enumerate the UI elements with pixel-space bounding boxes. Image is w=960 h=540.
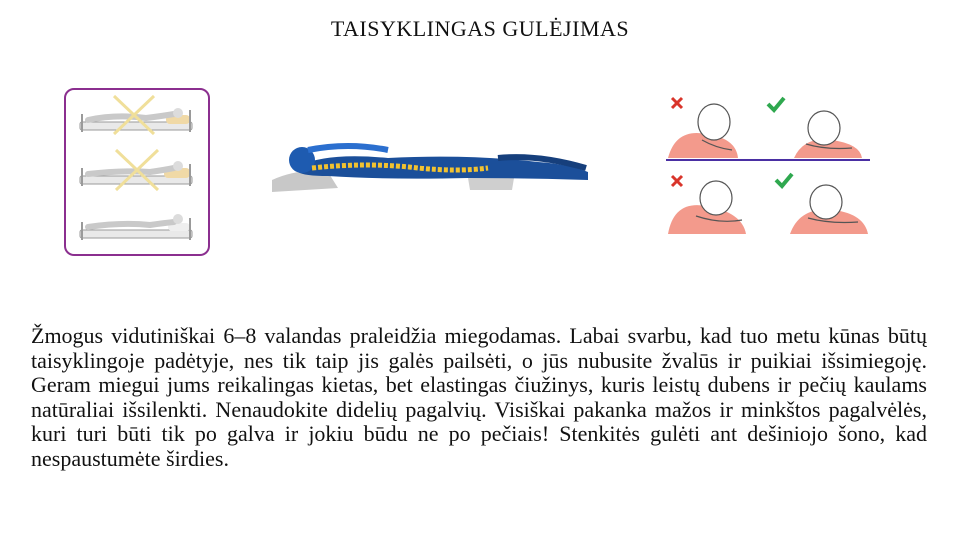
right-check-icon [776,174,792,186]
wrong-cross-icon [672,98,682,108]
wrong-cross-icon [672,176,682,186]
sleep-positions-illustration [64,88,210,256]
body-paragraph: Žmogus vidutiniškai 6–8 valandas praleidžia miegodamas. Labai svarbu, kad tuo metu kūnas būtų taisyklingoje padėtyje, nes tik taip jis galės pailsėti, o jūs nubusite žvalūs ir puikiai išsimiegoję. Geram miegui jums reikalingas kietas, bet elastingas čiužinys, kuris leistų dubens ir pečių kaulams natūraliai išsilenkti. Nenaudokite didelių pagalvių. Visiškai pakanka mažos ir minkštos pagalvėlės, kuri turi būti tik po galva ir jokiu būdu ne po pečiais! Stenkitės gulėti ant dešiniojo šono, kad nespaustumėte širdies. [31,323,927,471]
pillow-comparison-illustration [666,88,870,238]
page-title: TAISYKLINGAS GULĖJIMAS [330,16,630,41]
right-check-icon [768,98,784,110]
bed-position-2 [80,150,192,190]
bed-position-3 [80,214,192,240]
bed-position-1 [80,96,192,134]
spine-alignment-illustration [268,128,598,200]
